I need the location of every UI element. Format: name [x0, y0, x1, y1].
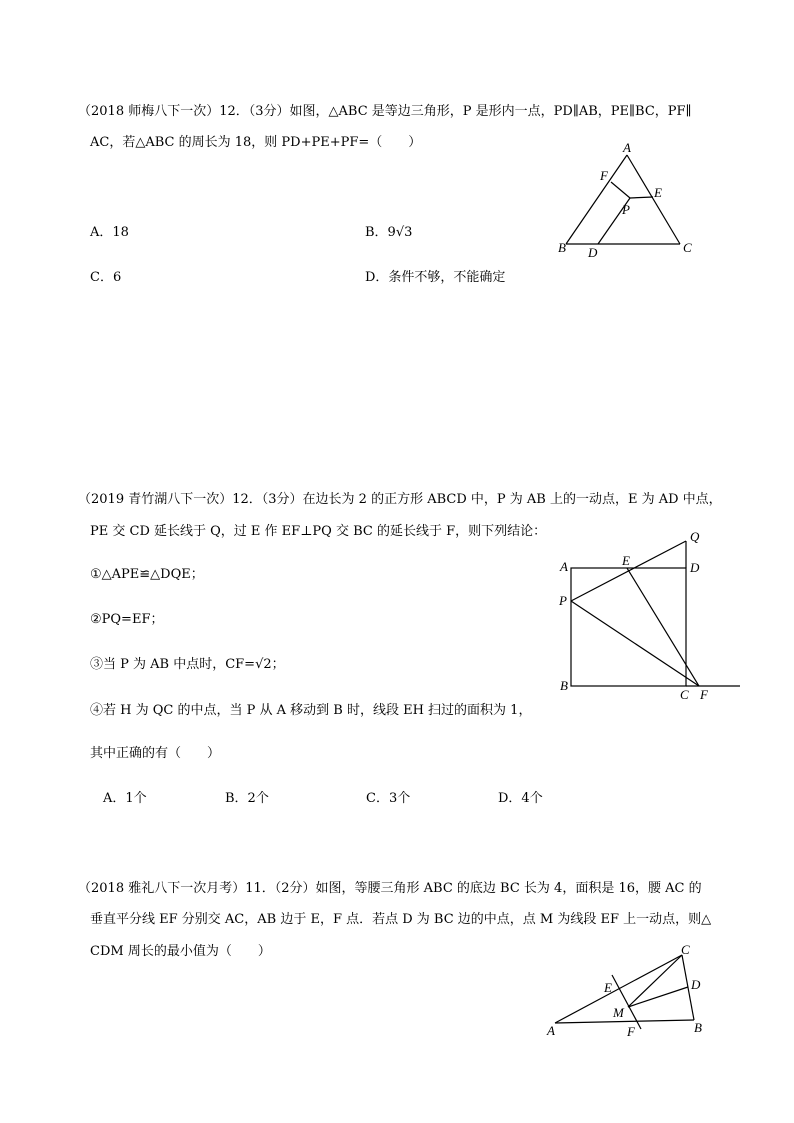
q2-label-c: C: [680, 687, 689, 702]
q3-line-dm: [628, 987, 688, 1007]
q1-label-p: P: [622, 202, 630, 217]
q3-stem-line2: 垂直平分线 EF 分别交 AC，AB 边于 E，F 点．若点 D 为 BC 边的中点，点 M 为线段 EF 上一动点，则△: [90, 912, 712, 927]
q2-statement-5: 其中正确的有（ ）: [90, 746, 221, 761]
q3-label-e: E: [604, 980, 612, 995]
q2-label-e: E: [622, 553, 630, 568]
q3-label-m: M: [613, 1005, 624, 1020]
q3-label-a: A: [547, 1023, 555, 1038]
q1-label-a: A: [623, 140, 631, 155]
q1-stem-line2: AC，若△ABC 的周长为 18，则 PD+PE+PF=（ ）: [90, 135, 422, 150]
q1-stem-line1: （2018 师梅八下一次）12．（3分）如图，△ABC 是等边三角形，P 是形内一点，PD∥AB，PE∥BC，PF∥: [78, 104, 692, 119]
q2-option-a: A．1个: [103, 791, 147, 806]
q1-option-a: A．18: [90, 225, 129, 240]
q2-label-a: A: [560, 559, 568, 574]
q3-stem-line3: CDM 周长的最小值为（ ）: [90, 944, 271, 959]
q2-label-p: P: [559, 593, 567, 608]
q2-statement-1: ①△APE≌△DQE；: [90, 567, 204, 582]
q1-option-d: D．条件不够，不能确定: [365, 270, 506, 285]
q3-line-cm: [628, 955, 682, 1007]
q2-stem-line1: （2019 青竹湖八下一次）12．（3分）在边长为 2 的正方形 ABCD 中，P 为 AB 上的一动点，E 为 AD 中点，: [78, 492, 722, 507]
q3-stem-line1: （2018 雅礼八下一次月考）11．（2分）如图，等腰三角形 ABC 的底边 BC 长为 4，面积是 16，腰 AC 的: [78, 881, 702, 896]
q2-label-d: D: [690, 560, 700, 575]
q1-option-b: B．9√3: [365, 225, 413, 240]
q3-side-ab: [555, 1020, 694, 1023]
q2-statement-3: ③当 P 为 AB 中点时，CF=√2；: [90, 657, 285, 672]
q2-option-c: C．3个: [366, 791, 411, 806]
q2-label-f: F: [700, 687, 708, 702]
q3-label-d: D: [691, 977, 701, 992]
q1-label-e: E: [654, 185, 662, 200]
q1-option-c: C．6: [90, 270, 122, 285]
q2-option-b: B．2个: [225, 791, 269, 806]
q3-label-f: F: [627, 1024, 635, 1039]
q1-label-d: D: [588, 245, 598, 260]
q2-statement-2: ②PQ=EF；: [90, 612, 164, 627]
q1-label-c: C: [683, 240, 692, 255]
q2-statement-4: ④若 H 为 QC 的中点，当 P 从 A 移动到 B 时，线段 EH 扫过的面积为 1，: [90, 703, 532, 718]
q1-label-b: B: [558, 240, 566, 255]
q1-label-f: F: [600, 168, 608, 183]
q2-label-b: B: [560, 678, 568, 693]
q2-label-q: Q: [690, 529, 700, 544]
q2-option-d: D．4个: [498, 791, 543, 806]
q3-label-c: C: [681, 942, 690, 957]
q2-stem-line2: PE 交 CD 延长线于 Q，过 E 作 EF⊥PQ 交 BC 的延长线于 F，则下列结论：: [90, 524, 547, 539]
q3-label-b: B: [694, 1020, 702, 1035]
